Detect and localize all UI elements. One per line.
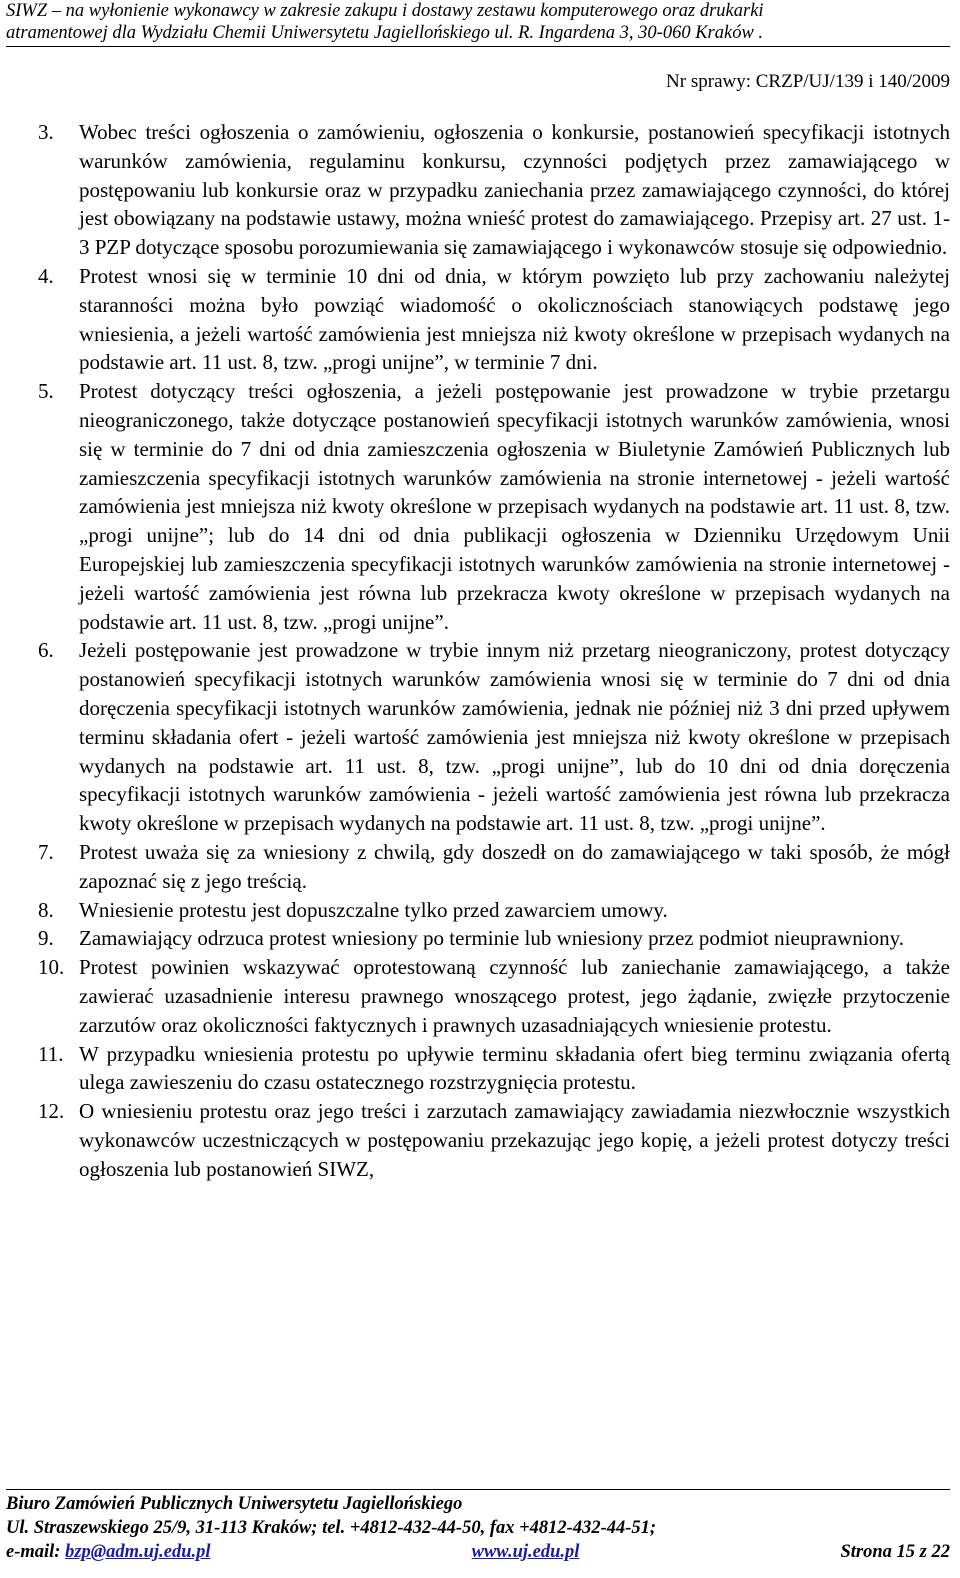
list-item-number: 12. <box>38 1099 65 1124</box>
footer-email-label: e-mail: <box>6 1542 66 1562</box>
list-item-number: 3. <box>38 120 54 144</box>
list-item <box>38 1097 950 1183</box>
list-item <box>38 262 950 377</box>
list-item-text: Protest wnosi się w terminie 10 dni od dnia, w którym powzięto lub przy zachowaniu należytej staranności można było powziąć wiadomość o okolicznościach stanowiących podstawę jego wniesienia, a jeżeli wartość zamówienia jest mniejsza niż kwoty określone w przepisach wydanych na podstawie art. 11 ust. 8, tzw. „progi unijne”, w terminie 7 dni. <box>79 263 950 375</box>
list-item-number: 6. <box>38 638 54 663</box>
list-item <box>38 953 950 1039</box>
list-item-number: 4. <box>38 263 54 288</box>
case-number: Nr sprawy: CRZP/UJ/139 i 140/2009 <box>666 71 950 92</box>
footer-address: Ul. Straszewskiego 25/9, 31-113 Kraków; tel. +4812-432-44-50, fax +4812-432-44-51; <box>6 1518 657 1538</box>
list-item <box>38 118 950 262</box>
list-item <box>38 1040 950 1098</box>
list-item-number: 10. <box>38 955 65 980</box>
footer-contact-row <box>6 1540 950 1564</box>
footer-page-number: Strona 15 z 22 <box>840 1542 950 1562</box>
list-item <box>38 636 950 838</box>
list-item-text: Protest uważa się za wniesiony z chwilą, gdy doszedł on do zamawiającego w taki sposób, że mógł zapoznać się z jego treścią. <box>79 839 950 893</box>
list-item-text: Zamawiający odrzuca protest wniesiony po terminie lub wniesiony przez podmiot nieuprawniony. <box>79 926 904 951</box>
list-item-text: Protest dotyczący treści ogłoszenia, a jeżeli postępowanie jest prowadzone w trybie przetargu nieograniczonego, także dotyczące postanowień specyfikacji istotnych warunków zamówienia, wnosi się w terminie do 7 dni od dnia zamieszczenia ogłoszenia w Biuletynie Zamówień Publicznych lub zamieszczenia specyfikacji istotnych warunków zamówienia na stronie internetowej - jeżeli wartość zamówienia jest mniejsza niż kwoty określone w przepisach wydanych na podstawie art. 11 ust. 8, tzw. „progi unijne”; lub do 14 dni od dnia publikacji ogłoszenia w Dzienniku Urzędowym Unii Europejskiej lub zamieszczenia specyfikacji istotnych warunków zamówienia na stronie internetowej - jeżeli wartość zamówienia jest równa lub przekracza kwoty określone w przepisach wydanych na podstawie art. 11 ust. 8, tzw. „progi unijne”. <box>79 379 950 634</box>
document-body <box>38 118 950 1183</box>
header-divider <box>6 46 950 47</box>
list-item-text: Wniesienie protestu jest dopuszczalne tylko przed zawarciem umowy. <box>79 897 668 922</box>
list-item <box>38 377 950 636</box>
list-item <box>38 896 950 925</box>
list-item-number: 8. <box>38 897 54 922</box>
document-header <box>6 0 952 44</box>
list-item-text: Jeżeli postępowanie jest prowadzone w trybie innym niż przetarg nieograniczony, protest dotyczący postanowień specyfikacji istotnych warunków zamówienia wnosi się w terminie do 7 dni od dnia doręczenia specyfikacji istotnych warunków zamówienia, jednak nie później niż 3 dni przed upływem terminu składania ofert - jeżeli wartość zamówienia jest mniejsza niż kwoty określone w przepisach wydanych na podstawie art. 11 ust. 8, tzw. „progi unijne”, lub do 10 dni od dnia doręczenia specyfikacji istotnych warunków zamówienia - jeżeli wartość zamówienia jest równa lub przekracza kwoty określone w przepisach wydanych na podstawie art. 11 ust. 8, tzw. „progi unijne”. <box>79 638 950 836</box>
list-item-text: Wobec treści ogłoszenia o zamówieniu, ogłoszenia o konkursie, postanowień specyfikacji istotnych warunków zamówienia, regulaminu konkursu, czynności podjętych przez zamawiającego w postępowaniu lub konkursie oraz w przypadku zaniechania przez zamawiającego czynności, do której jest obowiązany na podstawie ustawy, można wnieść protest do zamawiającego. Przepisy art. 27 ust. 1-3 PZP dotyczące sposobu porozumiewania się zamawiającego i wykonawców stosuje się odpowiednio. <box>79 120 950 260</box>
list-item-text: O wniesieniu protestu oraz jego treści i zarzutach zamawiający zawiadamia niezwłocznie wszystkich wykonawców uczestniczących w postępowaniu przekazując jego kopię, a jeżeli protest dotyczy treści ogłoszenia lub postanowień SIWZ, <box>79 1099 950 1181</box>
list-item-text: Protest powinien wskazywać oprotestowaną czynność lub zaniechanie zamawiającego, a także zawierać uzasadnienie interesu prawnego wnoszącego protest, jego żądanie, zwięzłe przytoczenie zarzutów oraz okoliczności faktycznych i prawnych uzasadniających wniesienie protestu. <box>79 955 950 1037</box>
footer-divider <box>6 1489 950 1490</box>
footer-email-link[interactable]: bzp@adm.uj.edu.pl <box>65 1542 211 1562</box>
footer-email-group <box>6 1540 211 1564</box>
list-item-number: 9. <box>38 926 54 951</box>
document-footer <box>6 1492 950 1564</box>
footer-organization: Biuro Zamówień Publicznych Uniwersytetu Jagiellońskiego <box>6 1494 463 1514</box>
header-line-1: SIWZ – na wyłonienie wykonawcy w zakresie zakupu i dostawy zestawu komputerowego oraz drukarki <box>6 1 764 21</box>
list-item <box>38 924 950 953</box>
footer-website-link[interactable]: www.uj.edu.pl <box>471 1542 580 1562</box>
list-item-number: 7. <box>38 839 54 864</box>
header-line-2: atramentowej dla Wydziału Chemii Uniwersytetu Jagiellońskiego ul. R. Ingardena 3, 30-060 Kraków . <box>6 23 764 43</box>
list-item-text: W przypadku wniesienia protestu po upływie terminu składania ofert bieg terminu związania ofertą ulega zawieszeniu do czasu ostatecznego rozstrzygnięcia protestu. <box>79 1041 950 1095</box>
list-item-number: 5. <box>38 379 54 404</box>
list-item-number: 11. <box>38 1041 64 1066</box>
list-item <box>38 838 950 896</box>
